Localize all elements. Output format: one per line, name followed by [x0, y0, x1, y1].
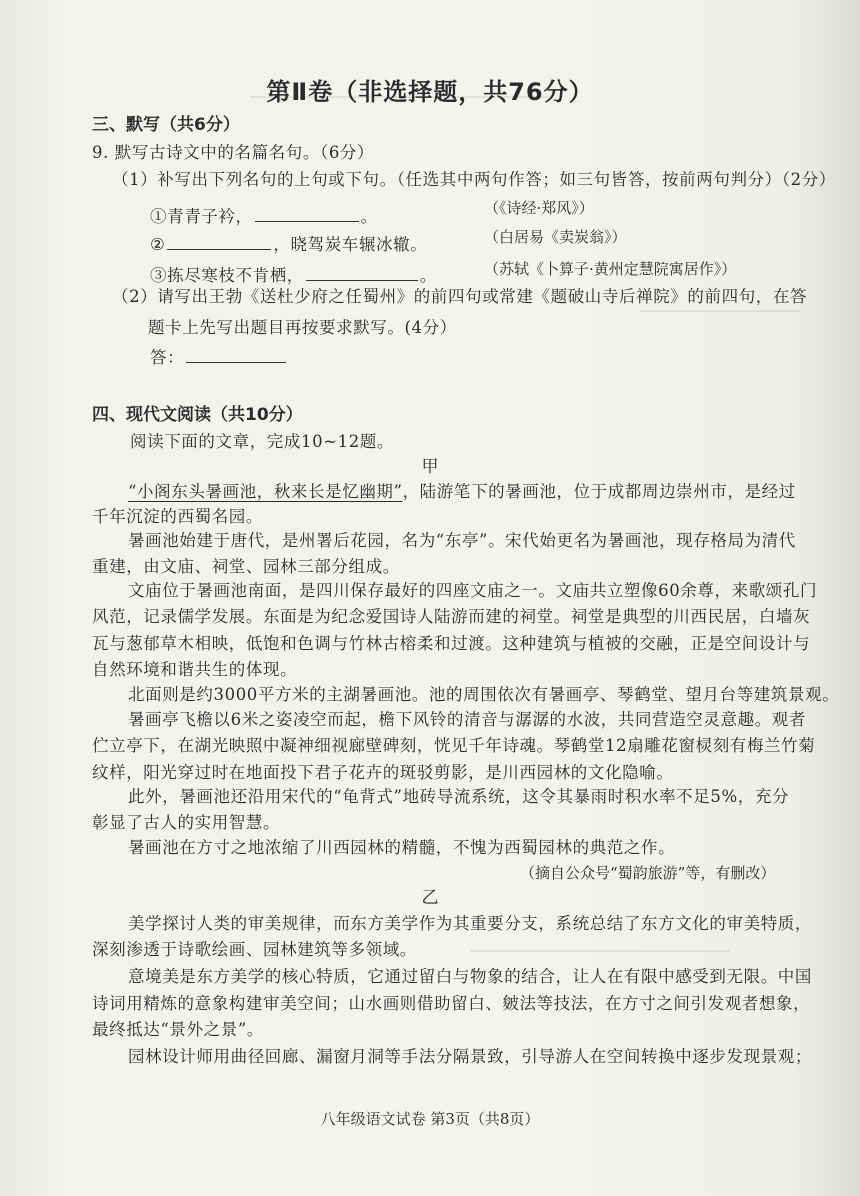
- yi-paragraph-1-line-1: 美学探讨人类的审美规律，而东方美学作为其重要分支，系统总结了东方文化的审美特质，: [128, 914, 812, 933]
- jia-paragraph-5-line-2: 伫立亭下，在湖光映照中凝神细视廊壁碑刻，恍见千年诗魂。琴鹤堂12扇雕花窗棂刻有梅兰竹菊: [92, 736, 816, 755]
- page-footer: 八年级语文试卷 第3页（共8页）: [320, 1110, 540, 1128]
- question-9: 9. 默写古诗文中的名篇名句。（6分）: [92, 143, 375, 162]
- bleed-through-mark: [470, 950, 730, 952]
- question-9-part-2-line-1: （2）请写出王勃《送杜少府之任蜀州》的前四句或常建《题破山寺后禅院》的前四句，在答: [112, 287, 808, 306]
- yi-paragraph-2-line-1: 意境美是东方美学的核心特质，它通过留白与物象的结合，让人在有限中感受到无限。中国: [128, 967, 812, 986]
- fill-line-1: ①青青子衿， 。: [150, 207, 378, 226]
- passage-jia-label: 甲: [421, 457, 439, 477]
- jia-paragraph-5-line-1: 暑画亭飞檐以6米之姿凌空而起，檐下风铃的清音与潺潺的水波，共同营造空灵意趣。观者: [128, 710, 806, 729]
- fill-line-2: ② ，晓驾炭车辗冰辙。: [150, 235, 428, 254]
- yi-paragraph-2-line-2: 诗词用精炼的意象构建审美空间；山水画则借助留白、皴法等技法，在方寸之间引发观者想象，: [92, 994, 811, 1013]
- yi-paragraph-3-line-1: 园林设计师用曲径回廊、漏窗月洞等手法分隔景致，引导游人在空间转换中逐步发现景观；: [128, 1047, 812, 1066]
- answer-blank: [255, 220, 359, 222]
- yi-paragraph-1-line-2: 深刻渗透于诗歌绘画、园林建筑等多领域。: [92, 940, 417, 959]
- question-9-part-1: （1）补写出下列名句的上句或下句。（任选其中两句作答；如三句皆答，按前两句判分）（2分）: [112, 170, 836, 189]
- answer-blank: [186, 361, 286, 363]
- jia-paragraph-6-line-1: 此外，暑画池还沿用宋代的“龟背式”地砖导流系统，这令其暴雨时积水率不足5%，充分: [128, 787, 790, 806]
- answer-line: 答：: [150, 344, 288, 368]
- jia-paragraph-3-line-2: 风范，记录儒学发展。东面是为纪念爱国诗人陆游而建的祠堂。祠堂是典型的川西民居，白墙灰: [92, 607, 811, 626]
- section-4-heading: 四、现代文阅读（共10分）: [92, 405, 303, 425]
- source-1: （《诗经·郑风》）: [484, 199, 594, 217]
- bleed-through-mark: [640, 310, 800, 312]
- source-3: （苏轼《卜算子·黄州定慧院寓居作》）: [484, 260, 737, 278]
- page-title: 第Ⅱ卷（非选择题，共76分）: [266, 78, 594, 106]
- question-9-part-2-line-2: 题卡上先写出题目再按要求默写。(4分）: [148, 318, 457, 337]
- source-2: （白居易《卖炭翁》）: [484, 228, 627, 246]
- fill-line-3: ③拣尽寒枝不肯栖， 。: [150, 266, 438, 285]
- jia-paragraph-7-line-1: 暑画池在方寸之地浓缩了川西园林的精髓，不愧为西蜀园林的典范之作。: [128, 838, 676, 857]
- jia-paragraph-2-line-2: 重建，由文庙、祠堂、园林三部分组成。: [92, 557, 400, 576]
- answer-blank: [167, 248, 271, 250]
- jia-paragraph-2-line-1: 暑画池始建于唐代，是州署后花园，名为“东亭”。宋代始更名为暑画池，现存格局为清代: [128, 531, 796, 550]
- jia-paragraph-3-line-3: 瓦与葱郁草木相映，低饱和色调与竹林古榕柔和过渡。这种建筑与植被的交融，正是空间设计与: [92, 634, 811, 653]
- yi-paragraph-2-line-3: 最终抵达“景外之景”。: [92, 1020, 264, 1039]
- answer-blank: [306, 279, 418, 281]
- passage-yi-label: 乙: [421, 888, 439, 908]
- jia-paragraph-6-line-2: 彰显了古人的实用智慧。: [92, 813, 281, 832]
- jia-paragraph-3-line-4: 自然环境和谐共生的体现。: [92, 660, 298, 679]
- jia-paragraph-4-line-1: 北面则是约3000平方米的主湖暑画池。池的周围依次有暑画亭、琴鹤堂、望月台等建筑景观。: [128, 685, 840, 704]
- jia-paragraph-3-line-1: 文庙位于暑画池南面，是四川保存最好的四座文庙之一。文庙共立塑像60余尊，来歌颂孔门: [128, 581, 818, 600]
- jia-paragraph-1-line-1: “小阁东头暑画池，秋来长是忆幽期”，陆游笔下的暑画池，位于成都周边崇州市，是经过: [128, 482, 796, 501]
- jia-paragraph-1-line-2: 千年沉淀的西蜀名园。: [92, 507, 263, 526]
- jia-paragraph-5-line-3: 纹样，阳光穿过时在地面投下君子花卉的斑驳剪影，是川西园林的文化隐喻。: [92, 763, 674, 782]
- section-3-heading: 三、默写（共6分）: [92, 115, 240, 135]
- reading-instruction: 阅读下面的文章，完成10~12题。: [130, 432, 395, 451]
- jia-source: （摘自公众号“蜀韵旅游”等，有删改）: [520, 864, 776, 882]
